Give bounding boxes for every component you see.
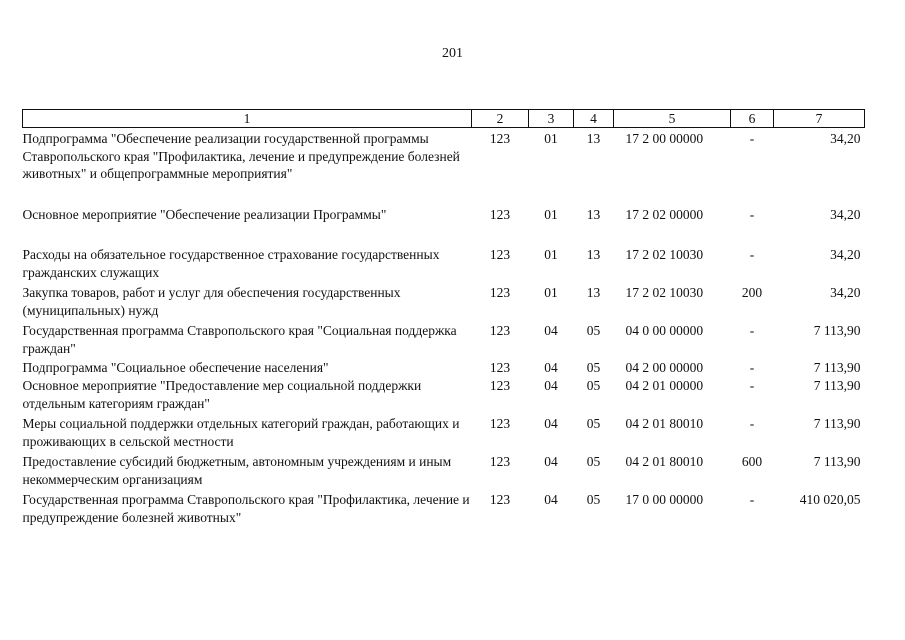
cell-code: 123 xyxy=(489,207,511,222)
table-row xyxy=(23,206,865,246)
cell-amount: 34,20 xyxy=(830,285,861,300)
cell-target-article: 04 2 01 00000 xyxy=(625,378,704,393)
cell-target-article: 04 2 01 80010 xyxy=(625,416,704,431)
cell-subsection: 05 xyxy=(586,454,601,469)
cell-expense-type: - xyxy=(749,416,755,431)
cell-code: 123 xyxy=(489,378,511,393)
cell-expense-type: - xyxy=(749,131,755,146)
cell-subsection: 13 xyxy=(586,207,601,222)
cell-subsection: 05 xyxy=(586,323,601,338)
cell-section: 04 xyxy=(544,416,558,431)
cell-code: 123 xyxy=(489,454,511,469)
row-name: Основное мероприятие "Предоставление мер социальной поддержки отдельным категориям граждан" xyxy=(22,378,422,411)
cell-expense-type: - xyxy=(749,378,755,393)
cell-expense-type: 600 xyxy=(741,454,763,469)
table-row xyxy=(23,415,865,453)
cell-subsection: 13 xyxy=(586,131,601,146)
column-header-4: 4 xyxy=(574,110,614,128)
cell-expense-type: 200 xyxy=(741,285,763,300)
column-header-5: 5 xyxy=(614,110,731,128)
cell-code: 123 xyxy=(489,247,511,262)
cell-amount: 7 113,90 xyxy=(813,323,861,338)
page-number: 201 xyxy=(442,46,463,61)
cell-target-article: 17 2 02 00000 xyxy=(625,207,704,222)
cell-amount: 34,20 xyxy=(830,247,861,262)
table-row xyxy=(23,453,865,491)
cell-section: 01 xyxy=(544,285,558,300)
table-row xyxy=(23,130,865,206)
cell-section: 04 xyxy=(544,360,558,375)
cell-code: 123 xyxy=(489,323,511,338)
column-header-7: 7 xyxy=(774,110,865,128)
cell-amount: 7 113,90 xyxy=(813,378,861,393)
cell-target-article: 04 2 01 80010 xyxy=(625,454,704,469)
cell-code: 123 xyxy=(489,131,511,146)
row-name: Государственная программа Ставропольского края "Социальная поддержка граждан" xyxy=(22,323,457,356)
cell-section: 01 xyxy=(544,207,558,222)
row-name: Государственная программа Ставропольского края "Профилактика, лечение и предупреждение болезней животных" xyxy=(22,492,470,525)
cell-expense-type: - xyxy=(749,323,755,338)
cell-code: 123 xyxy=(489,492,511,507)
cell-target-article: 04 2 00 00000 xyxy=(625,360,704,375)
table-row xyxy=(23,491,865,529)
cell-subsection: 05 xyxy=(586,378,601,393)
cell-expense-type: - xyxy=(749,492,755,507)
cell-code: 123 xyxy=(489,285,511,300)
cell-expense-type: - xyxy=(749,360,755,375)
cell-subsection: 05 xyxy=(586,416,601,431)
column-header-1: 1 xyxy=(23,110,472,128)
cell-target-article: 17 2 02 10030 xyxy=(625,247,704,262)
row-name: Основное мероприятие "Обеспечение реализации Программы" xyxy=(22,207,387,222)
cell-subsection: 05 xyxy=(586,360,601,375)
column-header-6: 6 xyxy=(731,110,774,128)
cell-section: 04 xyxy=(544,323,558,338)
cell-subsection: 13 xyxy=(586,247,601,262)
cell-amount: 7 113,90 xyxy=(813,416,861,431)
cell-expense-type: - xyxy=(749,247,755,262)
table-row xyxy=(23,246,865,284)
cell-amount: 7 113,90 xyxy=(813,454,861,469)
cell-target-article: 17 0 00 00000 xyxy=(625,492,704,507)
row-name: Закупка товаров, работ и услуг для обеспечения государственных (муниципальных) нужд xyxy=(22,285,401,318)
cell-subsection: 13 xyxy=(586,285,601,300)
cell-code: 123 xyxy=(489,360,511,375)
cell-target-article: 04 0 00 00000 xyxy=(625,323,704,338)
cell-amount: 34,20 xyxy=(830,207,861,222)
row-name: Расходы на обязательное государственное страхование государственных гражданских служащих xyxy=(22,247,440,280)
table-header-row xyxy=(23,110,865,128)
table-row xyxy=(23,359,865,377)
cell-section: 01 xyxy=(544,131,558,146)
cell-section: 04 xyxy=(544,378,558,393)
budget-table xyxy=(22,109,865,529)
row-name: Подпрограмма "Социальное обеспечение населения" xyxy=(22,360,329,375)
cell-amount: 7 113,90 xyxy=(813,360,861,375)
cell-amount: 34,20 xyxy=(830,131,861,146)
row-name: Меры социальной поддержки отдельных категорий граждан, работающих и проживающих в сельской местности xyxy=(22,416,460,449)
cell-section: 04 xyxy=(544,454,558,469)
column-header-2: 2 xyxy=(472,110,529,128)
row-name: Подпрограмма "Обеспечение реализации государственной программы Ставропольского края "Профилактика, лечение и предупреждение болезней животных" и общепрограммные мероприятия" xyxy=(22,131,460,181)
table-row xyxy=(23,284,865,322)
cell-section: 01 xyxy=(544,247,558,262)
table-row xyxy=(23,322,865,359)
table-row xyxy=(23,377,865,415)
cell-subsection: 05 xyxy=(586,492,601,507)
cell-target-article: 17 2 02 10030 xyxy=(625,285,704,300)
cell-amount: 410 020,05 xyxy=(799,492,861,507)
column-header-3: 3 xyxy=(529,110,574,128)
cell-code: 123 xyxy=(489,416,511,431)
cell-section: 04 xyxy=(544,492,558,507)
cell-target-article: 17 2 00 00000 xyxy=(625,131,704,146)
row-name: Предоставление субсидий бюджетным, автономным учреждениям и иным некоммерческим организациям xyxy=(22,454,452,487)
cell-expense-type: - xyxy=(749,207,755,222)
